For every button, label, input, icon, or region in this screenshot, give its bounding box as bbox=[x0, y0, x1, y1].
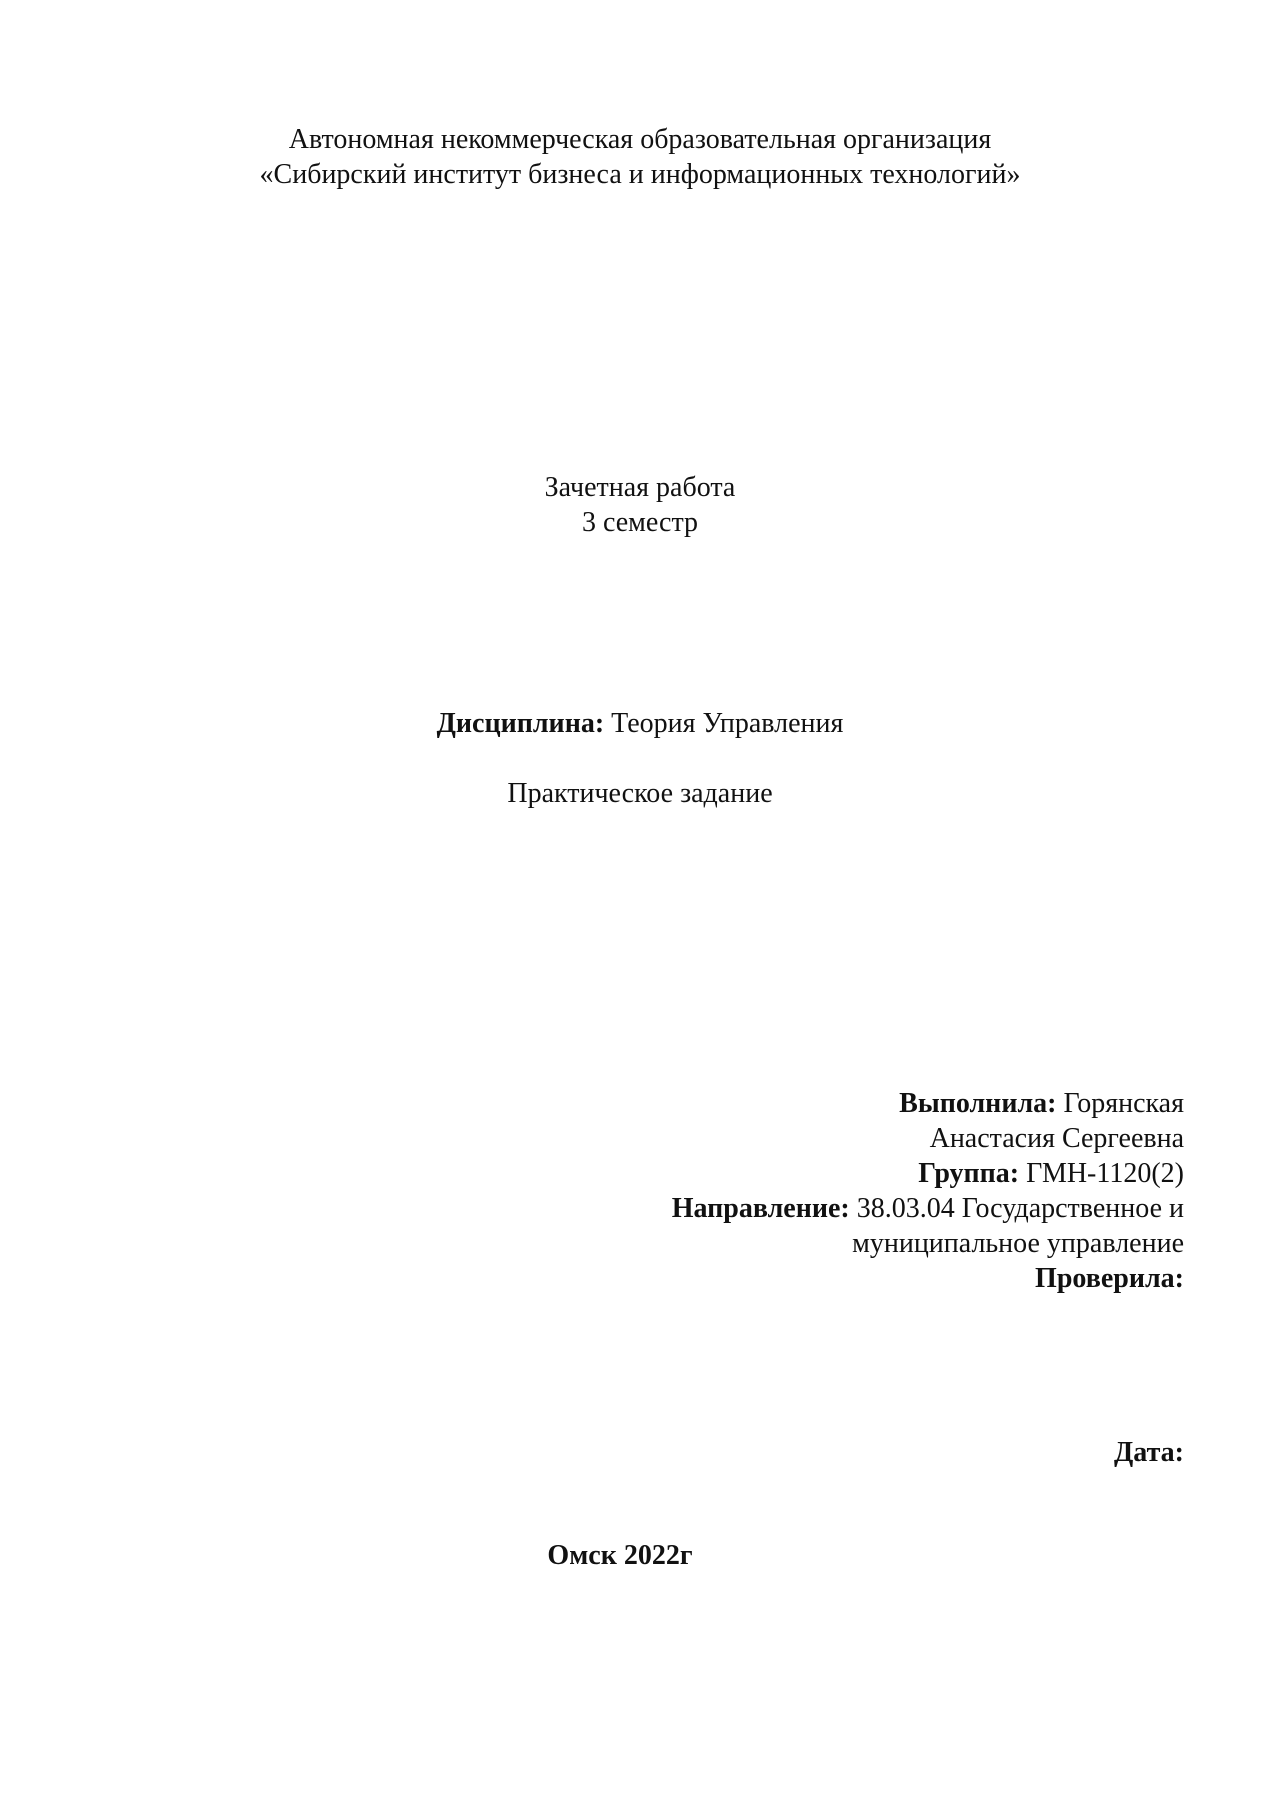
discipline-value: Теория Управления bbox=[611, 708, 844, 739]
direction-value-continued: муниципальное управление bbox=[852, 1228, 1184, 1259]
discipline-line bbox=[0, 706, 1280, 741]
performed-label: Выполнила: bbox=[899, 1088, 1057, 1119]
organization-line-1: Автономная некоммерческая образовательная организация bbox=[288, 124, 992, 155]
direction-line bbox=[672, 1191, 1184, 1226]
checked-label: Проверила: bbox=[1035, 1263, 1184, 1294]
performed-surname: Горянская bbox=[1063, 1088, 1184, 1119]
performed-line bbox=[899, 1086, 1184, 1121]
group-label: Группа: bbox=[918, 1158, 1020, 1189]
footer-city-year: Омск 2022г bbox=[547, 1540, 693, 1571]
performed-name: Анастасия Сергеевна bbox=[929, 1123, 1184, 1154]
direction-label: Направление: bbox=[671, 1193, 850, 1224]
work-type: Зачетная работа bbox=[544, 472, 736, 503]
direction-value: 38.03.04 Государственное и bbox=[856, 1193, 1184, 1224]
date-label: Дата: bbox=[1114, 1437, 1184, 1468]
group-value: ГМН-1120(2) bbox=[1026, 1158, 1184, 1189]
discipline-label: Дисциплина: bbox=[436, 708, 605, 739]
organization-line-2: «Сибирский институт бизнеса и информационных технологий» bbox=[259, 159, 1021, 190]
group-line bbox=[918, 1156, 1184, 1191]
task-title: Практическое задание bbox=[507, 778, 773, 809]
semester: 3 семестр bbox=[581, 507, 699, 538]
